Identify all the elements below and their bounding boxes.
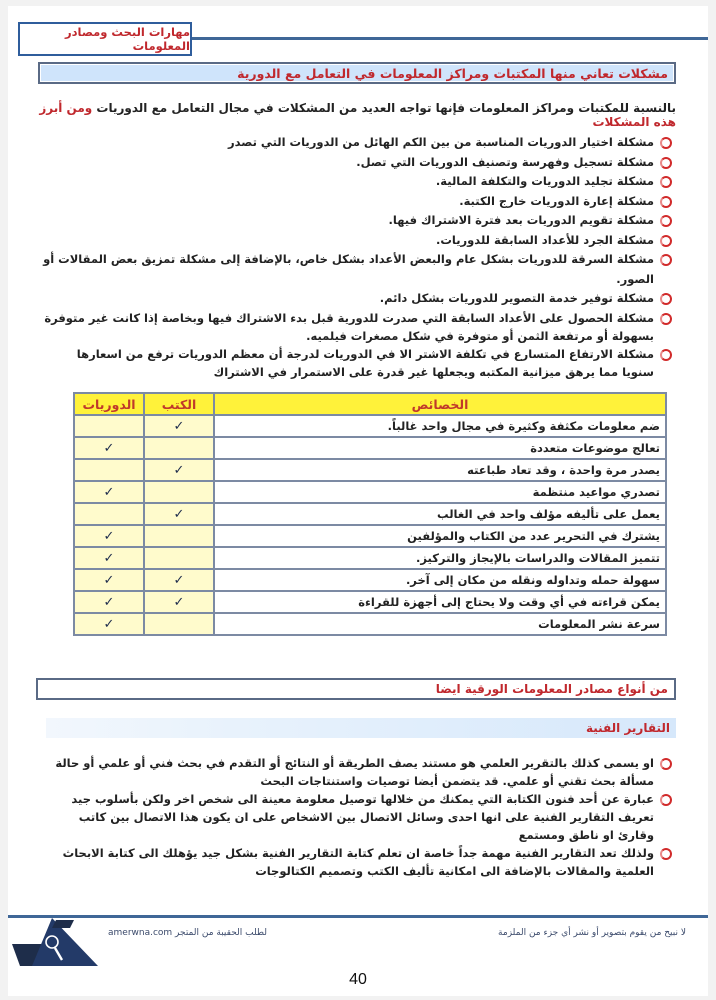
circle-bullet-icon	[660, 349, 672, 361]
table-row	[74, 437, 666, 459]
circle-bullet-icon	[660, 758, 672, 770]
periodicals-check-cell: ✓	[74, 569, 144, 591]
table-row	[74, 569, 666, 591]
feature-cell: تتميز المقالات والدراسات بالإيجاز والتركيز.	[214, 547, 666, 569]
circle-bullet-icon	[660, 176, 672, 188]
books-check-cell: ✓	[144, 415, 214, 437]
list-item-text: مشكلة اختيار الدوريات المناسبة من بين الكم الهائل من الدوريات التي تصدر	[228, 135, 654, 149]
store-link-text: لطلب الحقيبة من المتجر amerwna.com	[108, 928, 268, 938]
table-row	[74, 525, 666, 547]
periodicals-check-cell: ✓	[74, 547, 144, 569]
feature-cell: تعالج موضوعات متعددة	[214, 437, 666, 459]
feature-cell: سهولة حمله وتداوله ونقله من مكان إلى آخر.	[214, 569, 666, 591]
feature-cell: يعمل على تأليفه مؤلف واحد في الغالب	[214, 503, 666, 525]
list-item-text: مشكلة إعارة الدوريات خارج الكتبة.	[459, 193, 654, 208]
feature-cell: يمكن قراءته في أي وقت ولا يحتاج إلى أجهزة للقراءة	[214, 591, 666, 613]
section-title-paper-sources	[36, 678, 676, 700]
list-item	[42, 844, 672, 880]
subheading-technical-reports: التقارير الفنية	[46, 718, 676, 738]
footer-rule	[8, 915, 708, 918]
feature-cell: تصدري مواعيد منتظمة	[214, 481, 666, 503]
circle-bullet-icon	[660, 157, 672, 169]
section-title-problems	[38, 62, 676, 84]
table-row	[74, 547, 666, 569]
intro-paragraph	[36, 101, 676, 129]
list-item	[42, 211, 672, 231]
list-item-text: مشكلة الارتفاع المتسارع في تكلفة الاشتر الا في الدوريات لدرجة أن معظم الدوريات ترفع من اسعارها سنويا مما يرهق ميزانية المكتبه ويجعلها غير قدرة على الاستمرار في الاشتراك	[76, 346, 654, 379]
list-item-text: مشكلة الجرد للأعداد السابقة للدوريات.	[435, 232, 654, 247]
list-item-text: مشكلة توفير خدمة التصوير للدوريات بشكل دائم.	[379, 291, 654, 305]
list-item-text: ولذلك تعد التقارير الفنية مهمة جداً خاصة ان تعلم كتابة التقارير الفنية بشكل جيد يؤهلك الى كتابة الابحاث العلمية والمقالات بالإضافة الى امكانية تأليف الكتب وتصميم الكتالوجات	[62, 846, 654, 878]
list-item-text: عبارة عن أحد فنون الكتابة التي يمكنك من خلالها توصيل معلومة معينة الى شخص اخر ولكن بأسلوب جيد تعريف التقارير الفنية على انها احدى وسائل الاتصال بين الاشخاص على ان يكون هذا الاتصال بين كاتب وقارئ او ناطق ومستمع	[71, 792, 654, 842]
list-item	[42, 289, 672, 309]
table-row	[74, 503, 666, 525]
books-check-cell	[144, 525, 214, 547]
table-row	[74, 591, 666, 613]
list-item	[42, 172, 672, 192]
list-item	[42, 133, 672, 153]
periodicals-check-cell: ✓	[74, 481, 144, 503]
feature-cell: يشترك في التحرير عدد من الكتاب والمؤلفين	[214, 525, 666, 547]
header-features: الخصائص	[214, 393, 666, 415]
list-item-text: مشكلة الحصول على الأعداد السابقة التي صدرت للدورية قبل بدء الاشتراك فيها وبخاصة إذا كانت غير متوفرة بسهولة أو مرتفعة الثمن أو متوفرة في شكل مصغرات فيلميه.	[44, 310, 654, 343]
books-check-cell	[144, 547, 214, 569]
list-item-text: او يسمى كذلك بالتقرير العلمي هو مستند يصف الطريقة أو النتائج أو التقدم في بحث فني أو علمي أو حالة مسألة بحث تقني أو علمي. قد يتضمن أيضا توصيات واستنتاجات البحث	[55, 756, 654, 788]
table-row	[74, 415, 666, 437]
table-row	[74, 459, 666, 481]
list-item	[42, 754, 672, 790]
list-item	[42, 153, 672, 173]
periodicals-check-cell: ✓	[74, 525, 144, 547]
circle-bullet-icon	[660, 848, 672, 860]
section-title-text: مشكلات تعاني منها المكتبات ومراكز المعلومات في التعامل مع الدورية	[237, 65, 668, 81]
circle-bullet-icon	[660, 235, 672, 247]
circle-bullet-icon	[660, 794, 672, 806]
books-check-cell	[144, 481, 214, 503]
books-check-cell	[144, 437, 214, 459]
intro-text: بالنسبة للمكتبات ومراكز المعلومات فإنها تواجه العديد من المشكلات في مجال التعامل مع الدوريات	[92, 101, 676, 115]
magnifier-logo-icon	[12, 916, 98, 966]
list-item	[42, 309, 672, 345]
periodicals-check-cell	[74, 503, 144, 525]
page-number: 40	[349, 971, 367, 988]
table-row	[74, 613, 666, 635]
books-check-cell: ✓	[144, 591, 214, 613]
list-item	[42, 790, 672, 844]
intro-highlight: ومن أبرز هذه المشكلات	[39, 101, 676, 129]
table-header-row	[74, 393, 666, 415]
books-check-cell	[144, 613, 214, 635]
comparison-table	[73, 392, 667, 636]
list-item-text: مشكلة تجليد الدوريات والتكلفة المالية.	[435, 174, 654, 188]
list-item	[42, 192, 672, 212]
list-item-text: مشكلة تقويم الدوريات بعد فترة الاشتراك فيها.	[388, 213, 654, 227]
feature-cell: ضم معلومات مكثفة وكثيرة في مجال واحد غالباً.	[214, 415, 666, 437]
periodicals-check-cell: ✓	[74, 437, 144, 459]
periodicals-check-cell: ✓	[74, 591, 144, 613]
list-item	[42, 231, 672, 251]
book-title-box	[18, 22, 192, 56]
header-periodicals: الدوريات	[74, 393, 144, 415]
header-books: الكتب	[144, 393, 214, 415]
feature-cell: يصدر مرة واحدة ، وقد تعاد طباعته	[214, 459, 666, 481]
books-check-cell: ✓	[144, 569, 214, 591]
list-item-text: مشكلة السرقة للدوريات بشكل عام والبعض الأعداد بشكل خاص، بالإضافة إلى مشكلة تمزيق بعض المقالات أو الصور.	[43, 252, 654, 286]
problems-list	[42, 133, 672, 381]
book-title: مهارات البحث ومصادر المعلومات	[64, 25, 190, 53]
circle-bullet-icon	[660, 313, 672, 325]
list-item	[42, 250, 672, 289]
copyright-notice: لا نبيح من يقوم بتصوير أو نشر أي جزء من الملزمة	[498, 928, 686, 938]
books-check-cell: ✓	[144, 503, 214, 525]
circle-bullet-icon	[660, 196, 672, 208]
technical-reports-list	[42, 754, 672, 880]
list-item	[42, 345, 672, 381]
circle-bullet-icon	[660, 293, 672, 305]
circle-bullet-icon	[660, 215, 672, 227]
feature-cell: سرعة نشر المعلومات	[214, 613, 666, 635]
circle-bullet-icon	[660, 254, 672, 266]
table-row	[74, 481, 666, 503]
books-check-cell: ✓	[144, 459, 214, 481]
periodicals-check-cell	[74, 459, 144, 481]
header-rule	[178, 37, 708, 40]
list-item-text: مشكلة تسجيل وفهرسة وتصنيف الدوريات التي تصل.	[356, 154, 654, 169]
periodicals-check-cell	[74, 415, 144, 437]
section-title-text: من أنواع مصادر المعلومات الورقية ايضا	[435, 682, 668, 696]
periodicals-check-cell: ✓	[74, 613, 144, 635]
document-page	[8, 6, 708, 996]
circle-bullet-icon	[660, 137, 672, 149]
